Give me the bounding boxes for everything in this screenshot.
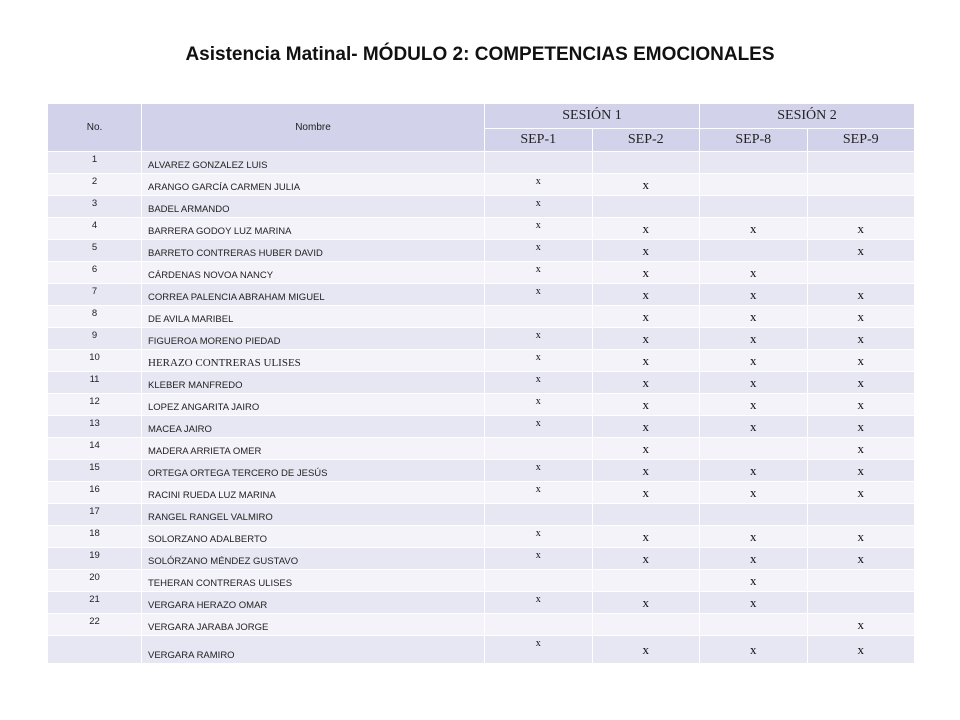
- attendance-mark-sep-8: x: [700, 306, 808, 328]
- table-row: [48, 460, 915, 482]
- attendance-mark-sep-9: x: [807, 306, 915, 328]
- table-row: [48, 482, 915, 504]
- table-row: [48, 262, 915, 284]
- participant-name: DE AVILA MARIBEL: [142, 306, 485, 328]
- attendance-mark-sep-1: x: [485, 196, 593, 218]
- attendance-mark-sep-8: x: [700, 482, 808, 504]
- attendance-mark-sep-1: [485, 614, 593, 636]
- row-number: 9: [48, 328, 142, 350]
- attendance-mark-sep-2: x: [592, 636, 700, 664]
- attendance-mark-sep-9: x: [807, 240, 915, 262]
- attendance-mark-sep-9: x: [807, 636, 915, 664]
- attendance-mark-sep-2: x: [592, 372, 700, 394]
- attendance-mark-sep-8: x: [700, 372, 808, 394]
- participant-name: BARRETO CONTRERAS HUBER DAVID: [142, 240, 485, 262]
- row-number: [48, 636, 142, 664]
- attendance-mark-sep-2: [592, 196, 700, 218]
- attendance-mark-sep-9: [807, 152, 915, 174]
- table-row: [48, 152, 915, 174]
- date-header-sep-1: SEP-1: [485, 129, 593, 152]
- attendance-mark-sep-1: [485, 570, 593, 592]
- attendance-mark-sep-1: x: [485, 592, 593, 614]
- row-number: 7: [48, 284, 142, 306]
- attendance-mark-sep-9: [807, 174, 915, 196]
- attendance-mark-sep-9: x: [807, 416, 915, 438]
- attendance-mark-sep-9: [807, 196, 915, 218]
- participant-name: VERGARA JARABA JORGE: [142, 614, 485, 636]
- row-number: 17: [48, 504, 142, 526]
- attendance-mark-sep-9: x: [807, 218, 915, 240]
- attendance-mark-sep-9: x: [807, 328, 915, 350]
- attendance-mark-sep-9: x: [807, 372, 915, 394]
- attendance-mark-sep-2: [592, 570, 700, 592]
- attendance-mark-sep-8: [700, 438, 808, 460]
- row-number: 14: [48, 438, 142, 460]
- attendance-mark-sep-8: x: [700, 548, 808, 570]
- attendance-mark-sep-2: [592, 504, 700, 526]
- participant-name: SOLÓRZANO MÉNDEZ GUSTAVO: [142, 548, 485, 570]
- attendance-mark-sep-8: [700, 504, 808, 526]
- attendance-rows: [48, 152, 915, 664]
- participant-name: RACINI RUEDA LUZ MARINA: [142, 482, 485, 504]
- row-number: 5: [48, 240, 142, 262]
- row-number: 16: [48, 482, 142, 504]
- attendance-mark-sep-9: x: [807, 438, 915, 460]
- participant-name: FIGUEROA MORENO PIEDAD: [142, 328, 485, 350]
- participant-name: KLEBER MANFREDO: [142, 372, 485, 394]
- participant-name: ORTEGA ORTEGA TERCERO DE JESÚS: [142, 460, 485, 482]
- attendance-mark-sep-2: x: [592, 328, 700, 350]
- attendance-mark-sep-8: [700, 174, 808, 196]
- attendance-mark-sep-1: x: [485, 262, 593, 284]
- attendance-mark-sep-2: [592, 614, 700, 636]
- table-row: [48, 394, 915, 416]
- participant-name: MACEA JAIRO: [142, 416, 485, 438]
- attendance-mark-sep-8: x: [700, 526, 808, 548]
- attendance-mark-sep-2: x: [592, 482, 700, 504]
- attendance-mark-sep-2: x: [592, 350, 700, 372]
- attendance-mark-sep-1: x: [485, 284, 593, 306]
- participant-name: MADERA ARRIETA OMER: [142, 438, 485, 460]
- attendance-mark-sep-1: x: [485, 416, 593, 438]
- table-row: [48, 196, 915, 218]
- participant-name: LOPEZ ANGARITA JAIRO: [142, 394, 485, 416]
- attendance-mark-sep-2: x: [592, 394, 700, 416]
- attendance-mark-sep-1: x: [485, 240, 593, 262]
- attendance-mark-sep-8: [700, 614, 808, 636]
- row-number: 11: [48, 372, 142, 394]
- attendance-mark-sep-8: x: [700, 328, 808, 350]
- attendance-mark-sep-8: x: [700, 350, 808, 372]
- attendance-mark-sep-2: x: [592, 438, 700, 460]
- table-row: [48, 504, 915, 526]
- attendance-mark-sep-1: x: [485, 372, 593, 394]
- attendance-mark-sep-2: x: [592, 240, 700, 262]
- attendance-mark-sep-9: x: [807, 460, 915, 482]
- attendance-mark-sep-8: x: [700, 262, 808, 284]
- attendance-mark-sep-8: x: [700, 218, 808, 240]
- attendance-mark-sep-2: x: [592, 548, 700, 570]
- attendance-mark-sep-1: x: [485, 526, 593, 548]
- attendance-mark-sep-1: x: [485, 350, 593, 372]
- participant-name: CÁRDENAS NOVOA NANCY: [142, 262, 485, 284]
- table-row: [48, 570, 915, 592]
- table-row: [48, 592, 915, 614]
- attendance-mark-sep-1: [485, 504, 593, 526]
- attendance-mark-sep-9: [807, 570, 915, 592]
- row-number: 13: [48, 416, 142, 438]
- attendance-mark-sep-9: [807, 504, 915, 526]
- table-row: [48, 372, 915, 394]
- row-number: 10: [48, 350, 142, 372]
- row-number: 18: [48, 526, 142, 548]
- participant-name: BADEL ARMANDO: [142, 196, 485, 218]
- attendance-mark-sep-1: x: [485, 548, 593, 570]
- attendance-mark-sep-9: x: [807, 482, 915, 504]
- table-row: [48, 174, 915, 196]
- row-number: 4: [48, 218, 142, 240]
- attendance-mark-sep-2: x: [592, 284, 700, 306]
- attendance-mark-sep-8: x: [700, 570, 808, 592]
- date-header-sep-2: SEP-2: [592, 129, 700, 152]
- table-row: [48, 416, 915, 438]
- attendance-mark-sep-9: x: [807, 394, 915, 416]
- attendance-mark-sep-1: x: [485, 482, 593, 504]
- attendance-mark-sep-1: x: [485, 460, 593, 482]
- attendance-mark-sep-2: x: [592, 416, 700, 438]
- table-row: [48, 438, 915, 460]
- table-row: [48, 328, 915, 350]
- attendance-mark-sep-1: x: [485, 636, 593, 664]
- attendance-mark-sep-8: x: [700, 592, 808, 614]
- participant-name: VERGARA RAMIRO: [142, 636, 485, 664]
- table-row: [48, 240, 915, 262]
- table-row: [48, 218, 915, 240]
- col-header-no: No.: [48, 104, 142, 152]
- attendance-mark-sep-9: x: [807, 284, 915, 306]
- page-title: Asistencia Matinal- MÓDULO 2: COMPETENCIAS EMOCIONALES: [185, 44, 775, 65]
- attendance-mark-sep-8: [700, 196, 808, 218]
- row-number: 19: [48, 548, 142, 570]
- participant-name: VERGARA HERAZO OMAR: [142, 592, 485, 614]
- attendance-mark-sep-8: [700, 152, 808, 174]
- table-row: [48, 526, 915, 548]
- table-row: [48, 636, 915, 664]
- table-row: [48, 548, 915, 570]
- col-header-name: Nombre: [142, 104, 485, 152]
- table-row: [48, 614, 915, 636]
- attendance-mark-sep-1: [485, 306, 593, 328]
- attendance-mark-sep-1: [485, 438, 593, 460]
- row-number: 15: [48, 460, 142, 482]
- attendance-mark-sep-9: x: [807, 614, 915, 636]
- attendance-mark-sep-9: [807, 262, 915, 284]
- attendance-mark-sep-9: x: [807, 350, 915, 372]
- attendance-mark-sep-8: x: [700, 636, 808, 664]
- attendance-mark-sep-8: x: [700, 460, 808, 482]
- attendance-mark-sep-1: x: [485, 218, 593, 240]
- participant-name: RANGEL RANGEL VALMIRO: [142, 504, 485, 526]
- attendance-mark-sep-8: [700, 240, 808, 262]
- participant-name: TEHERAN CONTRERAS ULISES: [142, 570, 485, 592]
- row-number: 22: [48, 614, 142, 636]
- row-number: 21: [48, 592, 142, 614]
- row-number: 6: [48, 262, 142, 284]
- attendance-mark-sep-2: x: [592, 460, 700, 482]
- attendance-mark-sep-9: x: [807, 526, 915, 548]
- row-number: 1: [48, 152, 142, 174]
- attendance-mark-sep-1: x: [485, 328, 593, 350]
- attendance-mark-sep-9: [807, 592, 915, 614]
- participant-name: ARANGO GARCÍA CARMEN JULIA: [142, 174, 485, 196]
- table-row: [48, 350, 915, 372]
- participant-name: HERAZO CONTRERAS ULISES: [142, 350, 485, 372]
- table-row: [48, 306, 915, 328]
- session-header-1: SESIÓN 1: [485, 104, 700, 129]
- participant-name: SOLORZANO ADALBERTO: [142, 526, 485, 548]
- attendance-mark-sep-1: x: [485, 394, 593, 416]
- date-header-sep-8: SEP-8: [700, 129, 808, 152]
- row-number: 2: [48, 174, 142, 196]
- row-number: 12: [48, 394, 142, 416]
- attendance-mark-sep-8: x: [700, 394, 808, 416]
- attendance-mark-sep-2: x: [592, 174, 700, 196]
- table-row: [48, 284, 915, 306]
- attendance-mark-sep-2: x: [592, 306, 700, 328]
- attendance-table: [47, 103, 915, 664]
- date-header-sep-9: SEP-9: [807, 129, 915, 152]
- attendance-mark-sep-8: x: [700, 416, 808, 438]
- attendance-mark-sep-1: [485, 152, 593, 174]
- attendance-mark-sep-2: x: [592, 262, 700, 284]
- attendance-mark-sep-2: x: [592, 526, 700, 548]
- participant-name: CORREA PALENCIA ABRAHAM MIGUEL: [142, 284, 485, 306]
- attendance-mark-sep-1: x: [485, 174, 593, 196]
- attendance-mark-sep-2: x: [592, 592, 700, 614]
- row-number: 8: [48, 306, 142, 328]
- attendance-mark-sep-2: x: [592, 218, 700, 240]
- session-header-2: SESIÓN 2: [700, 104, 915, 129]
- attendance-mark-sep-2: [592, 152, 700, 174]
- participant-name: BARRERA GODOY LUZ MARINA: [142, 218, 485, 240]
- row-number: 3: [48, 196, 142, 218]
- attendance-mark-sep-9: x: [807, 548, 915, 570]
- row-number: 20: [48, 570, 142, 592]
- attendance-mark-sep-8: x: [700, 284, 808, 306]
- participant-name: ALVAREZ GONZALEZ LUIS: [142, 152, 485, 174]
